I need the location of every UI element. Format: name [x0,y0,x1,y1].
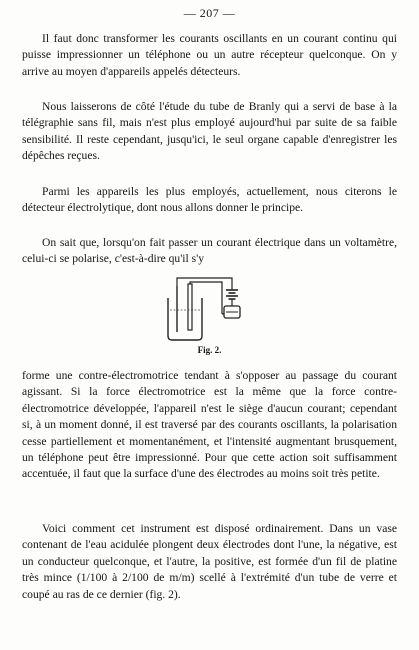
paragraph-4-text: On sait que, lorsqu'on fait passer un courant électrique dans un voltamètre, celui-ci se polarise, c'est-à-dire qu'il s'y [22,236,397,266]
paragraph-5 [22,368,397,483]
electrolytic-detector-figure [160,270,260,342]
paragraph-2 [22,99,397,165]
figure-caption: Fig. 2. [197,345,222,355]
paragraph-2-text: Nous laisserons de côté l'étude du tube de Branly qui a servi de base à la télégraphie sans fil, mais n'est plus employé aujourd'hui par suite de sa faible sensibilité. Il reste cependant, jusqu'ici, le seul organe capable d'enregistrer les dépêches reçues. [22,100,397,163]
paragraph-6-text: Voici comment cet instrument est disposé ordinairement. Dans un vase contenant de l'eau acidulée plongent deux électrodes dont l'une, la négative, est un conducteur quelconque, et l'autre, la positive, est formée d'un fil de platine très mince (1/100 à 2/100 de m/m) scellé à l'extrémité d'un tube de verre et coupé au ras de ce dernier (fig. 2). [22,522,397,601]
paragraph-3-text: Parmi les appareils les plus employés, actuellement, nous citerons le détecteur électrolytique, dont nous allons donner le principe. [22,185,397,215]
paragraph-4 [22,235,397,268]
paragraph-3 [22,184,397,217]
paragraph-6 [22,521,397,603]
paragraph-1-text: Il faut donc transformer les courants oscillants en un courant continu qui puisse impressionner un téléphone ou un autre récepteur quelconque. On y arrive au moyen d'appareils appelés détecteurs. [22,32,397,78]
page-number: — 207 — [183,6,236,20]
paragraph-1 [22,31,397,80]
paragraph-5-text: forme une contre-électromotrice tendant à s'opposer au passage du courant agissant. Si la force électromotrice est la même que la force contre-électromotrice développée, l'appareil n'est le siège d'aucun courant; cependant si, à un moment donné, il est traversé par des courants oscillants, la polarisation cesse partiellement et momentanément, et l'intensité augmentant brusquement, un téléphone peut être impressionné. Pour que cette action soit suffisamment accentuée, il faut que la surface d'une des électrodes au moins soit très petite. [22,369,397,481]
